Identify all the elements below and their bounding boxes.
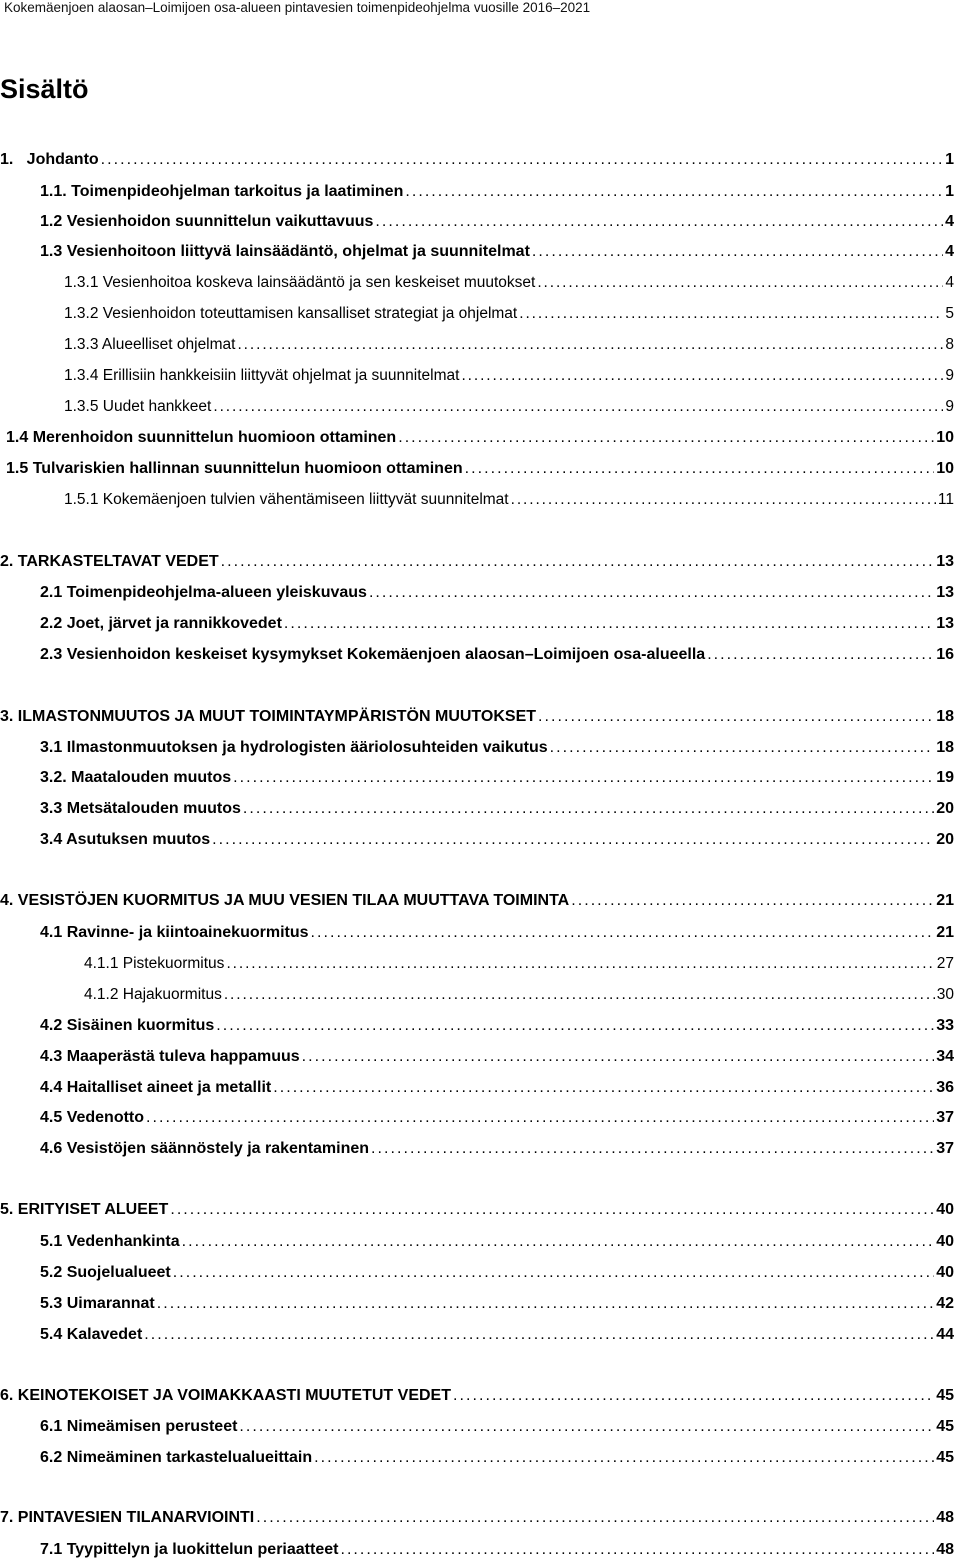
toc-entry-page: 18 — [936, 708, 954, 725]
toc-leader-dots — [273, 1078, 934, 1098]
toc-title: Sisältö — [0, 74, 89, 104]
toc-leader-dots — [538, 707, 934, 727]
toc-entry-page: 1 — [945, 183, 954, 200]
toc-leader-dots — [519, 304, 943, 324]
toc-entry[interactable] — [40, 1108, 954, 1128]
toc-entry-label: 4. VESISTÖJEN KUORMITUS JA MUU VESIEN TILAA MUUTTAVA TOIMINTA — [0, 892, 570, 909]
toc-entry-page: 10 — [936, 429, 954, 446]
toc-entry-page: 40 — [936, 1201, 954, 1218]
toc-leader-dots — [537, 273, 943, 293]
toc-entry-label: 5.3 Uimarannat — [40, 1295, 155, 1312]
toc-entry-label: 3.1 Ilmastonmuutoksen ja hydrologisten ääriolosuhteiden vaikutus — [40, 739, 548, 756]
toc-leader-dots — [237, 335, 943, 355]
toc-entry-page: 30 — [936, 986, 954, 1003]
toc-leader-dots — [369, 583, 934, 603]
toc-entry-page: 4 — [945, 243, 954, 260]
toc-leader-dots — [256, 1508, 934, 1528]
toc-entry-page: 44 — [936, 1326, 954, 1343]
toc-entry-page: 40 — [936, 1264, 954, 1281]
toc-leader-dots — [182, 1232, 935, 1252]
toc-entry-label: 1.3.5 Uudet hankkeet — [64, 398, 212, 415]
toc-leader-dots — [398, 428, 934, 448]
toc-entry-label: 3.2. Maatalouden muutos — [40, 769, 232, 786]
toc-entry[interactable] — [40, 1540, 954, 1560]
toc-leader-dots — [453, 1386, 934, 1406]
toc-entry[interactable] — [40, 182, 954, 202]
toc-entry-page: 19 — [936, 769, 954, 786]
toc-entry[interactable] — [40, 830, 954, 850]
toc-leader-dots — [233, 768, 934, 788]
toc-entry-page: 21 — [936, 924, 954, 941]
toc-entry[interactable] — [0, 1508, 954, 1528]
toc-entry[interactable] — [40, 1232, 954, 1252]
running-header: Kokemäenjoen alaosan–Loimijoen osa-alueen pintavesien toimenpideohjelma vuosille 2016–2021 — [4, 0, 591, 15]
toc-entry-label: 3.4 Asutuksen muutos — [40, 831, 211, 848]
toc-entry[interactable] — [40, 583, 954, 603]
toc-leader-dots — [571, 891, 934, 911]
toc-leader-dots — [550, 738, 935, 758]
toc-entry[interactable] — [40, 242, 954, 262]
toc-leader-dots — [221, 552, 935, 572]
toc-entry-label: 7. PINTAVESIEN TILANARVIOINTI — [0, 1509, 255, 1526]
toc-entry-label: 4.6 Vesistöjen säännöstely ja rakentaminen — [40, 1140, 370, 1157]
toc-leader-dots — [170, 1200, 934, 1220]
toc-entry-page: 8 — [945, 336, 954, 353]
toc-entry-page: 21 — [936, 892, 954, 909]
toc-entry[interactable] — [64, 335, 954, 355]
toc-entry-page: 9 — [945, 367, 954, 384]
toc-entry-label: 4.1.2 Hajakuormitus — [84, 986, 222, 1003]
toc-entry[interactable] — [64, 366, 954, 386]
toc-leader-dots — [224, 985, 935, 1005]
toc-entry[interactable] — [40, 645, 954, 665]
toc-leader-dots — [212, 830, 934, 850]
toc-entry[interactable] — [40, 1047, 954, 1067]
toc-entry-page: 13 — [936, 615, 954, 632]
toc-entry-page: 20 — [936, 800, 954, 817]
toc-entry[interactable] — [40, 1325, 954, 1345]
toc-entry[interactable] — [0, 552, 954, 572]
toc-leader-dots — [173, 1263, 934, 1283]
toc-leader-dots — [243, 799, 934, 819]
toc-entry-label: 2.1 Toimenpideohjelma-alueen yleiskuvaus — [40, 584, 367, 601]
toc-entry-label: 1.3 Vesienhoitoon liittyvä lainsäädäntö, ohjelmat ja suunnitelmat — [40, 243, 530, 260]
toc-entry[interactable] — [40, 768, 954, 788]
toc-entry-page: 13 — [936, 584, 954, 601]
toc-entry-label: 6.1 Nimeämisen perusteet — [40, 1418, 238, 1435]
toc-entry-page: 37 — [936, 1140, 954, 1157]
toc-entry[interactable] — [64, 490, 954, 510]
toc-entry-page: 16 — [936, 646, 954, 663]
toc-entry-label: 2. TARKASTELTAVAT VEDET — [0, 553, 219, 570]
toc-leader-dots — [371, 1139, 934, 1159]
toc-entry-label: 3. ILMASTONMUUTOS JA MUUT TOIMINTAYMPÄRISTÖN MUUTOKSET — [0, 708, 537, 725]
toc-entry-label: 6.2 Nimeäminen tarkastelualueittain — [40, 1449, 313, 1466]
toc-entry-label: 4.2 Sisäinen kuormitus — [40, 1017, 215, 1034]
toc-leader-dots — [284, 614, 934, 634]
toc-entry[interactable] — [84, 985, 954, 1005]
toc-leader-dots — [461, 366, 943, 386]
toc-entry-label: 1.2 Vesienhoidon suunnittelun vaikuttavuus — [40, 213, 374, 230]
toc-entry-page: 11 — [937, 491, 954, 508]
toc-entry-page: 45 — [936, 1449, 954, 1466]
toc-leader-dots — [226, 954, 934, 974]
toc-entry[interactable] — [40, 1016, 954, 1036]
toc-entry-page: 10 — [936, 460, 954, 477]
toc-entry-label: 2.2 Joet, järvet ja rannikkovedet — [40, 615, 282, 632]
toc-entry-page: 42 — [936, 1295, 954, 1312]
toc-entry-label: 1.1. Toimenpideohjelman tarkoitus ja laatiminen — [40, 183, 404, 200]
toc-leader-dots — [311, 923, 935, 943]
toc-entry-label: 5. ERITYISET ALUEET — [0, 1201, 169, 1218]
toc-entry[interactable] — [40, 1448, 954, 1468]
toc-entry-label: 1. Johdanto — [0, 151, 99, 168]
toc-entry[interactable] — [40, 614, 954, 634]
toc-leader-dots — [340, 1540, 934, 1560]
toc-entry-label: 4.3 Maaperästä tuleva happamuus — [40, 1048, 300, 1065]
toc-entry-page: 5 — [945, 305, 954, 322]
toc-entry-page: 9 — [945, 398, 954, 415]
toc-entry[interactable] — [40, 738, 954, 758]
toc-entry[interactable] — [64, 273, 954, 293]
toc-entry[interactable] — [40, 1417, 954, 1437]
toc-entry-page: 20 — [936, 831, 954, 848]
toc-leader-dots — [302, 1047, 935, 1067]
toc-entry-page: 48 — [936, 1541, 954, 1558]
toc-entry-page: 13 — [936, 553, 954, 570]
toc-entry[interactable] — [40, 1263, 954, 1283]
toc-entry[interactable] — [64, 397, 954, 417]
toc-entry-label: 5.1 Vedenhankinta — [40, 1233, 180, 1250]
toc-leader-dots — [465, 459, 935, 479]
toc-entry[interactable] — [0, 891, 954, 911]
toc-leader-dots — [146, 1108, 934, 1128]
toc-entry-page: 48 — [936, 1509, 954, 1526]
toc-leader-dots — [144, 1325, 934, 1345]
toc-entry-page: 45 — [936, 1387, 954, 1404]
toc-entry-label: 4.1.1 Pistekuormitus — [84, 955, 225, 972]
toc-leader-dots — [239, 1417, 934, 1437]
toc-entry-page: 4 — [945, 213, 954, 230]
toc-entry[interactable] — [0, 1386, 954, 1406]
toc-entry-label: 1.3.1 Vesienhoitoa koskeva lainsäädäntö ja sen keskeiset muutokset — [64, 274, 536, 291]
toc-entry-page: 18 — [936, 739, 954, 756]
toc-entry-label: 6. KEINOTEKOISET JA VOIMAKKAASTI MUUTETUT VEDET — [0, 1387, 451, 1404]
toc-entry-page: 37 — [936, 1109, 954, 1126]
toc-entry[interactable] — [40, 1078, 954, 1098]
toc-entry[interactable] — [6, 459, 954, 479]
toc-entry-page: 40 — [936, 1233, 954, 1250]
toc-entry-label: 1.5 Tulvariskien hallinnan suunnittelun huomioon ottaminen — [6, 460, 463, 477]
toc-entry[interactable] — [0, 707, 954, 727]
toc-entry-label: 1.3.4 Erillisiin hankkeisiin liittyvät ohjelmat ja suunnitelmat — [64, 367, 460, 384]
toc-leader-dots — [216, 1016, 934, 1036]
toc-entry[interactable] — [6, 428, 954, 448]
toc-leader-dots — [532, 242, 943, 262]
toc-entry[interactable] — [40, 799, 954, 819]
toc-leader-dots — [157, 1294, 934, 1314]
toc-entry-page: 45 — [936, 1418, 954, 1435]
toc-entry[interactable] — [40, 923, 954, 943]
toc-entry-page: 36 — [936, 1079, 954, 1096]
toc-entry-label: 5.2 Suojelualueet — [40, 1264, 171, 1281]
toc-leader-dots — [314, 1448, 934, 1468]
toc-leader-dots — [375, 212, 943, 232]
toc-entry-label: 1.3.3 Alueelliset ohjelmat — [64, 336, 236, 353]
toc-entry-page: 34 — [936, 1048, 954, 1065]
toc-leader-dots — [405, 182, 943, 202]
toc-entry-page: 33 — [936, 1017, 954, 1034]
toc-entry-label: 4.4 Haitalliset aineet ja metallit — [40, 1079, 272, 1096]
toc-entry[interactable] — [40, 212, 954, 232]
toc-entry-label: 3.3 Metsätalouden muutos — [40, 800, 241, 817]
toc-entry[interactable] — [84, 954, 954, 974]
toc-entry-label: 1.4 Merenhoidon suunnittelun huomioon ottaminen — [6, 429, 397, 446]
toc-leader-dots — [511, 490, 936, 510]
toc-entry[interactable] — [64, 304, 954, 324]
toc-entry-label: 7.1 Tyypittelyn ja luokittelun periaatteet — [40, 1541, 339, 1558]
toc-entry[interactable] — [40, 1139, 954, 1159]
toc-entry-page: 27 — [936, 955, 954, 972]
toc-leader-dots — [213, 397, 943, 417]
toc-entry-label: 1.3.2 Vesienhoidon toteuttamisen kansalliset strategiat ja ohjelmat — [64, 305, 518, 322]
toc-entry[interactable] — [40, 1294, 954, 1314]
toc-entry[interactable] — [0, 150, 954, 170]
toc-leader-dots — [101, 150, 943, 170]
toc-entry-label: 5.4 Kalavedet — [40, 1326, 143, 1343]
toc-entry-page: 1 — [945, 151, 954, 168]
toc-entry-label: 2.3 Vesienhoidon keskeiset kysymykset Kokemäenjoen alaosan–Loimijoen osa-alueella — [40, 646, 706, 663]
toc-leader-dots — [707, 645, 934, 665]
toc-entry-label: 4.5 Vedenotto — [40, 1109, 145, 1126]
toc-entry-page: 4 — [945, 274, 954, 291]
toc-entry[interactable] — [0, 1200, 954, 1220]
toc-entry-label: 1.5.1 Kokemäenjoen tulvien vähentämiseen liittyvät suunnitelmat — [64, 491, 509, 508]
toc-entry-label: 4.1 Ravinne- ja kiintoainekuormitus — [40, 924, 309, 941]
